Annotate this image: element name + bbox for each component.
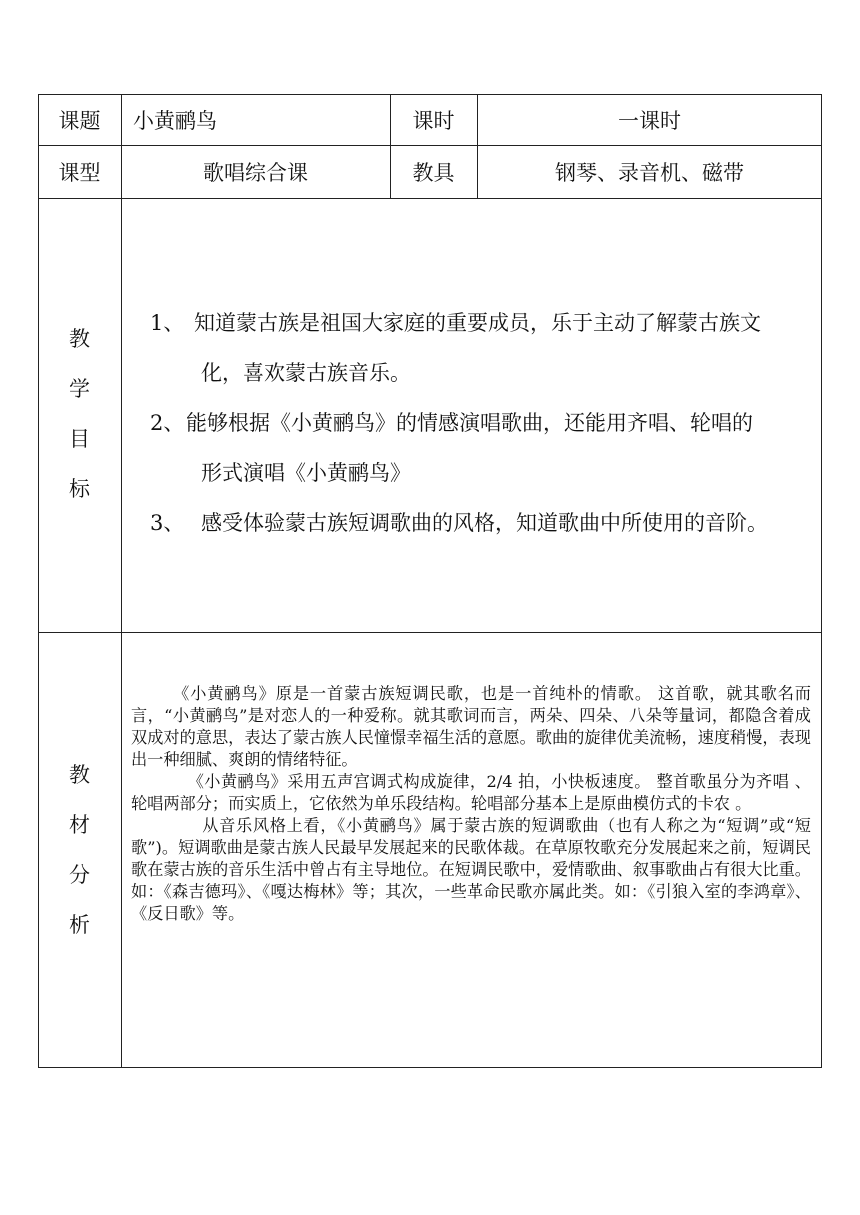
goal-item — [150, 398, 820, 448]
analysis-paragraph: 《小黄鹂鸟》采用五声宫调式构成旋律，2/4 拍，小快板速度。 整首歌虽分为齐唱 、轮唱两部分；而实质上，它依然为单乐段结构。轮唱部分基本上是原曲模仿式的卡农 。 — [131, 772, 811, 813]
column-divider — [121, 94, 122, 1068]
label-char: 学 — [69, 377, 90, 401]
label-char: 分 — [69, 863, 90, 887]
teaching-goals-label — [38, 314, 121, 514]
label-char: 材 — [69, 813, 90, 837]
material-analysis-text — [131, 683, 811, 925]
subject-label: 课题 — [58, 108, 101, 133]
label-char: 析 — [69, 913, 90, 937]
goal-text: 化，喜欢蒙古族音乐。 — [201, 361, 411, 385]
teaching-goals-list — [150, 298, 820, 548]
goal-item-continuation — [150, 348, 820, 398]
goal-text: 知道蒙古族是祖国大家庭的重要成员，乐于主动了解蒙古族文 — [194, 311, 761, 335]
label-char: 教 — [69, 327, 90, 351]
label-char: 标 — [69, 477, 90, 501]
goal-item — [150, 298, 820, 348]
lesson-type-value: 歌唱综合课 — [203, 160, 308, 185]
analysis-paragraph: 从音乐风格上看，《小黄鹂鸟》属于蒙古族的短调歌曲（也有人称之为“短调”或“短歌”)。短调歌曲是蒙古族人民最早发展起来的民歌体裁。在草原牧歌充分发展起来之前，短调民歌在蒙古族的音乐生活中曾占有主导地位。在短调民歌中，爱情歌曲、叙事歌曲占有很大比重。如：《森吉德玛》、《嘎达梅林》等；其次，一些革命民歌亦属此类。如：《引狼入室的李鸿章》、《反日歌》等。 — [131, 816, 811, 923]
goal-text: 感受体验蒙古族短调歌曲的风格，知道歌曲中所使用的音阶。 — [201, 511, 768, 535]
teaching-aids-label: 教具 — [412, 160, 455, 185]
row-divider — [38, 198, 822, 199]
teaching-aids-value: 钢琴、录音机、磁带 — [555, 160, 744, 185]
subject-value: 小黄鹂鸟 — [133, 108, 217, 133]
goal-number: 1、 — [150, 311, 185, 335]
row-divider — [38, 632, 822, 633]
goal-item — [150, 498, 820, 548]
analysis-paragraph: 《小黄鹂鸟》原是一首蒙古族短调民歌，也是一首纯朴的情歌。 这首歌，就其歌名而言，“小黄鹂鸟”是对恋人的一种爱称。就其歌词而言，两朵、四朵、八朵等量词，都隐含着成双成对的意思，表达了蒙古族人民憧憬幸福生活的意愿。歌曲的旋律优美流畅，速度稍慢，表现出一种细腻、爽朗的情绪特征。 — [131, 684, 811, 769]
goal-number: 3、 — [150, 511, 185, 535]
label-char: 教 — [69, 763, 90, 787]
goal-text: 形式演唱《小黄鹂鸟》 — [201, 461, 411, 485]
goal-item-continuation — [150, 448, 820, 498]
period-label: 课时 — [412, 108, 455, 133]
goal-number: 2、 — [150, 411, 185, 435]
period-value: 一课时 — [618, 108, 681, 133]
lesson-type-label: 课型 — [58, 160, 101, 185]
label-char: 目 — [69, 427, 90, 451]
material-analysis-label — [38, 750, 121, 950]
goal-text: 能够根据《小黄鹂鸟》的情感演唱歌曲，还能用齐唱、轮唱的 — [186, 411, 753, 435]
